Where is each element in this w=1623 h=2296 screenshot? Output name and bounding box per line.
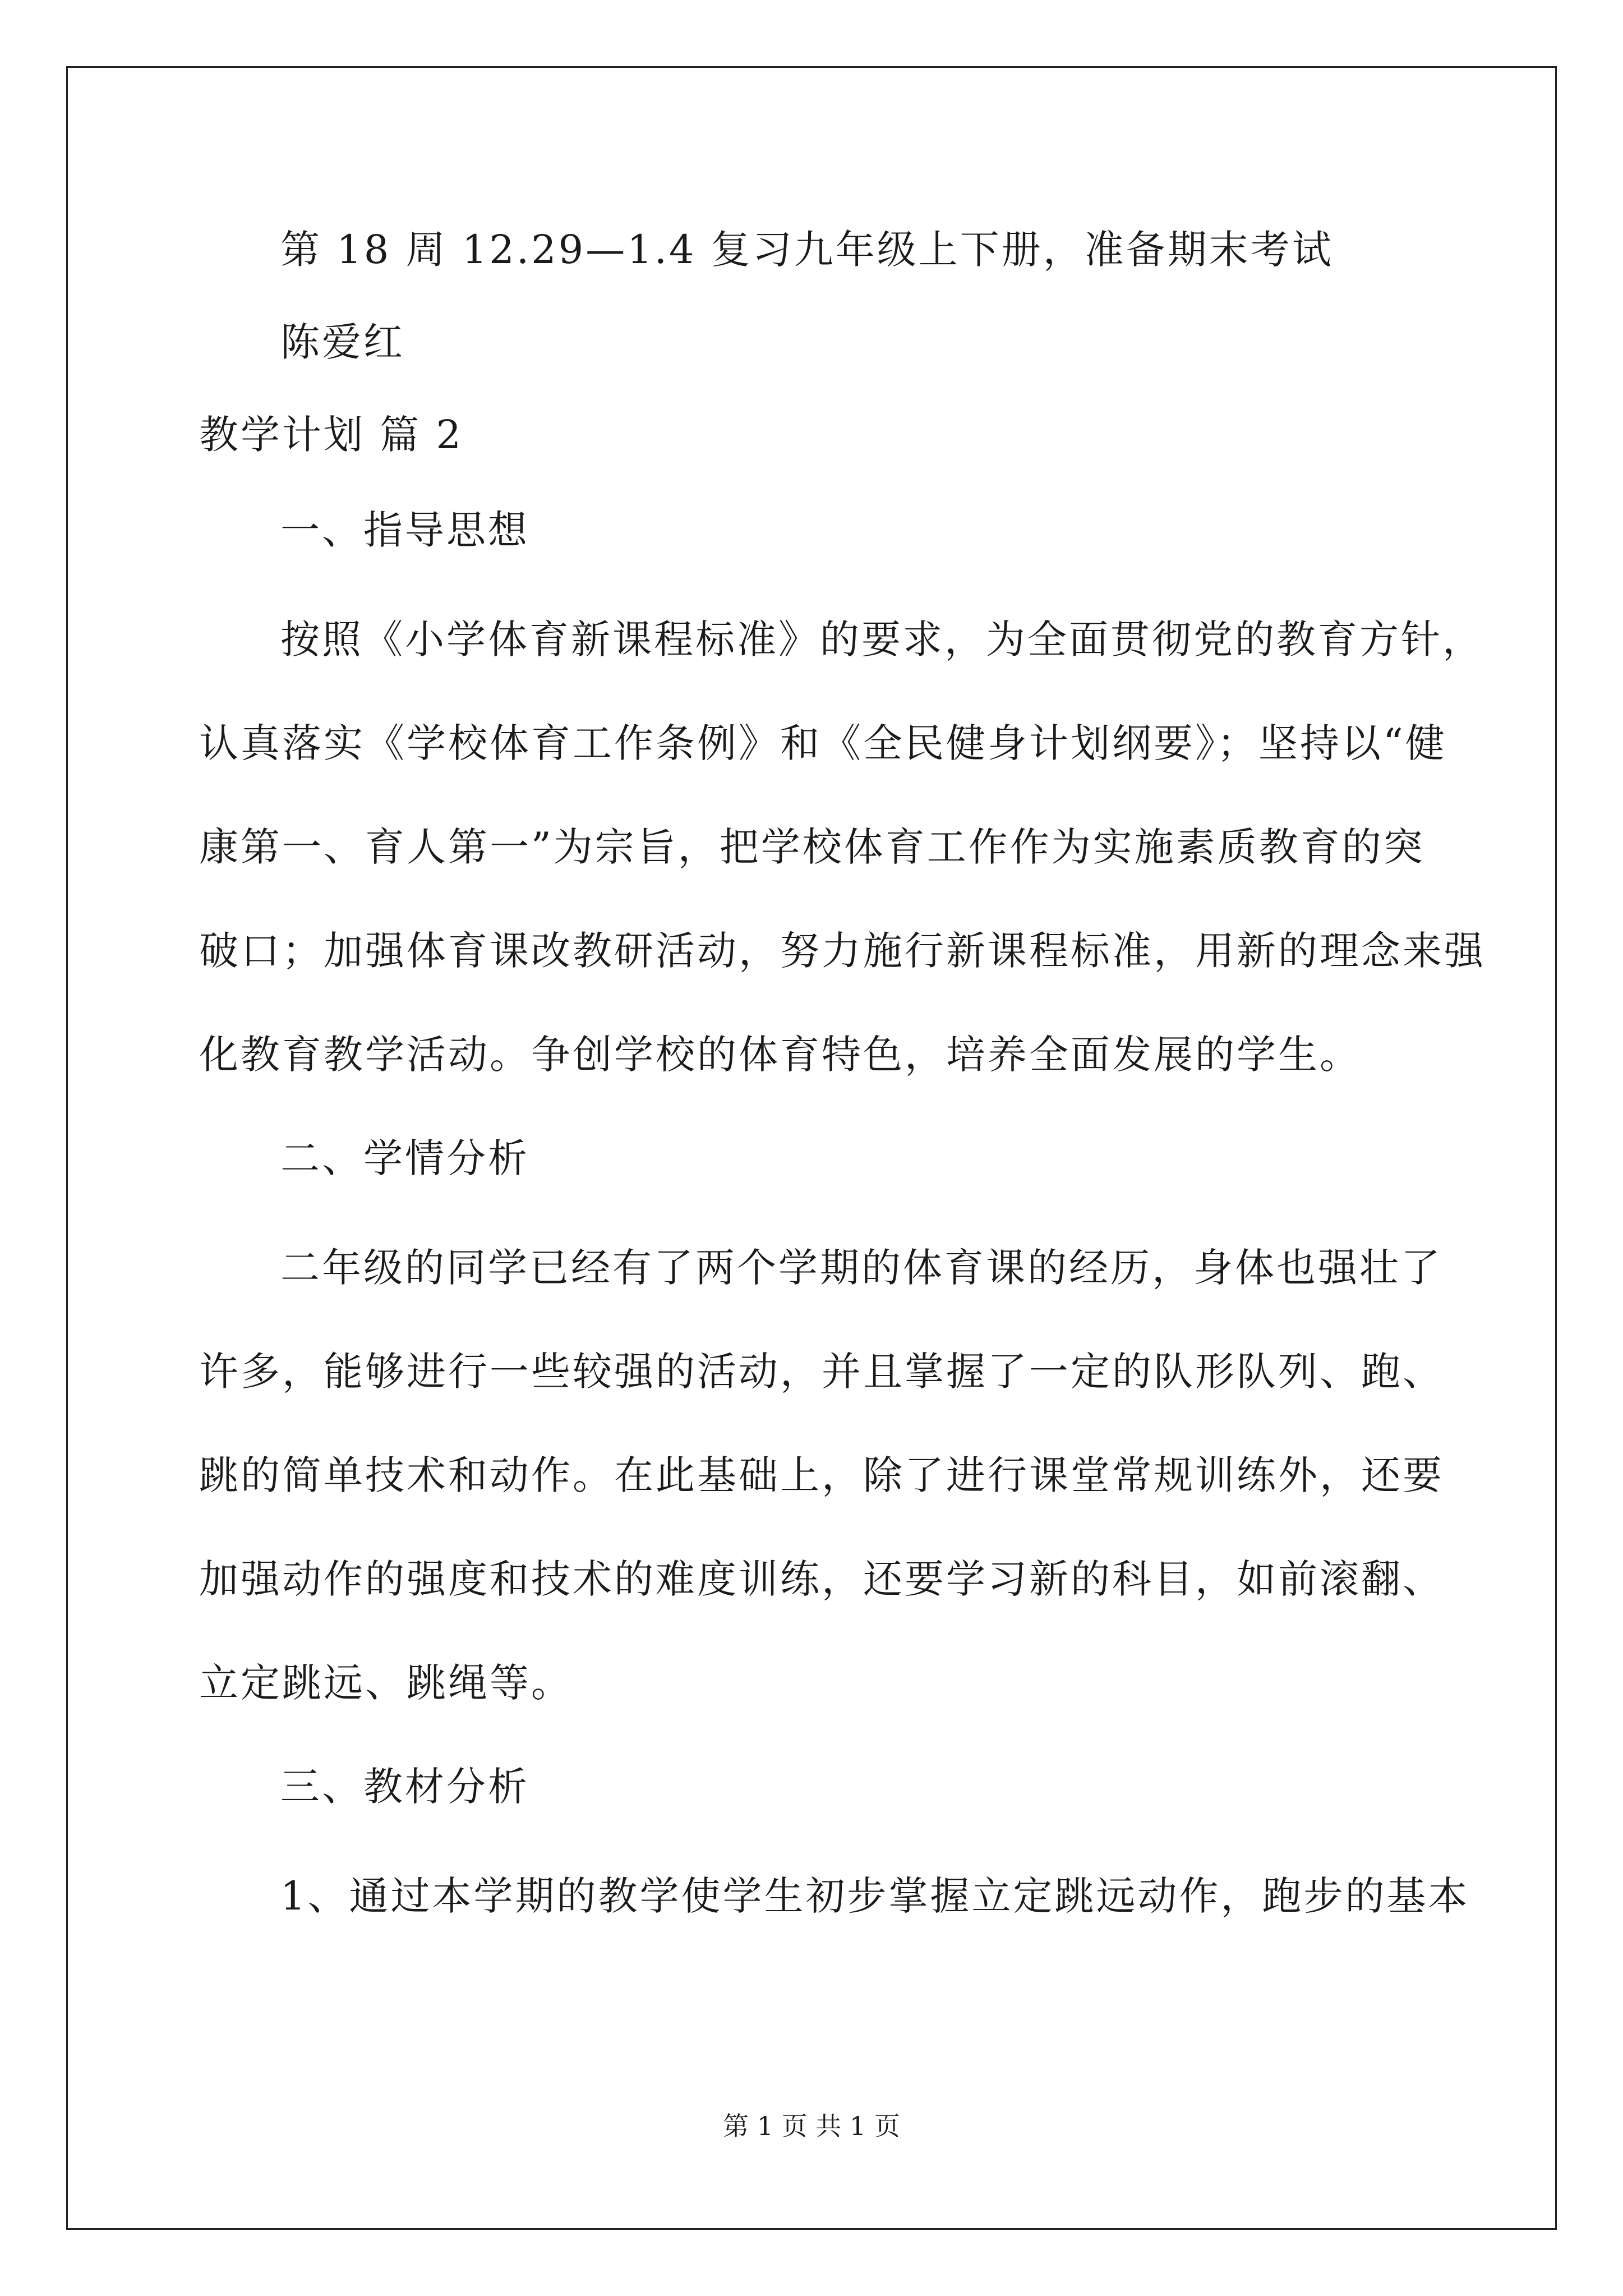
author-name: 陈爱红 — [280, 319, 405, 365]
page-footer: 第 1 页 共 1 页 — [723, 2111, 900, 2141]
paragraph-line-4: 破口；加强体育课改教研活动，努力施行新课程标准，用新的理念来强 — [199, 928, 1486, 974]
paragraph-line-2: 认真落实《学校体育工作条例》和《全民健身计划纲要》；坚持以“健 — [199, 720, 1447, 766]
paragraph-line-8: 跳的简单技术和动作。在此基础上，除了进行课堂常规训练外，还要 — [199, 1452, 1444, 1498]
paragraph-line-1: 按照《小学体育新课程标准》的要求，为全面贯彻党的教育方针， — [280, 616, 1484, 662]
paragraph-line-11: 1、通过本学期的教学使学生初步掌握立定跳远动作，跑步的基本 — [280, 1873, 1470, 1919]
text-line-1: 第 18 周 12.29—1.4 复习九年级上下册，准备期末考试 — [280, 227, 1334, 273]
heading-material-analysis: 三、教材分析 — [280, 1764, 529, 1810]
paragraph-line-10: 立定跳远、跳绳等。 — [199, 1660, 573, 1706]
heading-student-analysis: 二、学情分析 — [280, 1135, 529, 1181]
heading-guiding-ideology: 一、指导思想 — [280, 507, 529, 553]
paragraph-line-9: 加强动作的强度和技术的难度训练，还要学习新的科目，如前滚翻、 — [199, 1556, 1444, 1602]
paragraph-line-6: 二年级的同学已经有了两个学期的体育课的经历，身体也强壮了 — [280, 1245, 1442, 1291]
paragraph-line-5: 化教育教学活动。争创学校的体育特色，培养全面发展的学生。 — [199, 1032, 1361, 1078]
paragraph-line-3: 康第一、育人第一”为宗旨，把学校体育工作作为实施素质教育的突 — [199, 824, 1425, 870]
section-title: 教学计划 篇 2 — [199, 412, 464, 458]
paragraph-line-7: 许多，能够进行一些较强的活动，并且掌握了一定的队形队列、跑、 — [199, 1349, 1444, 1395]
